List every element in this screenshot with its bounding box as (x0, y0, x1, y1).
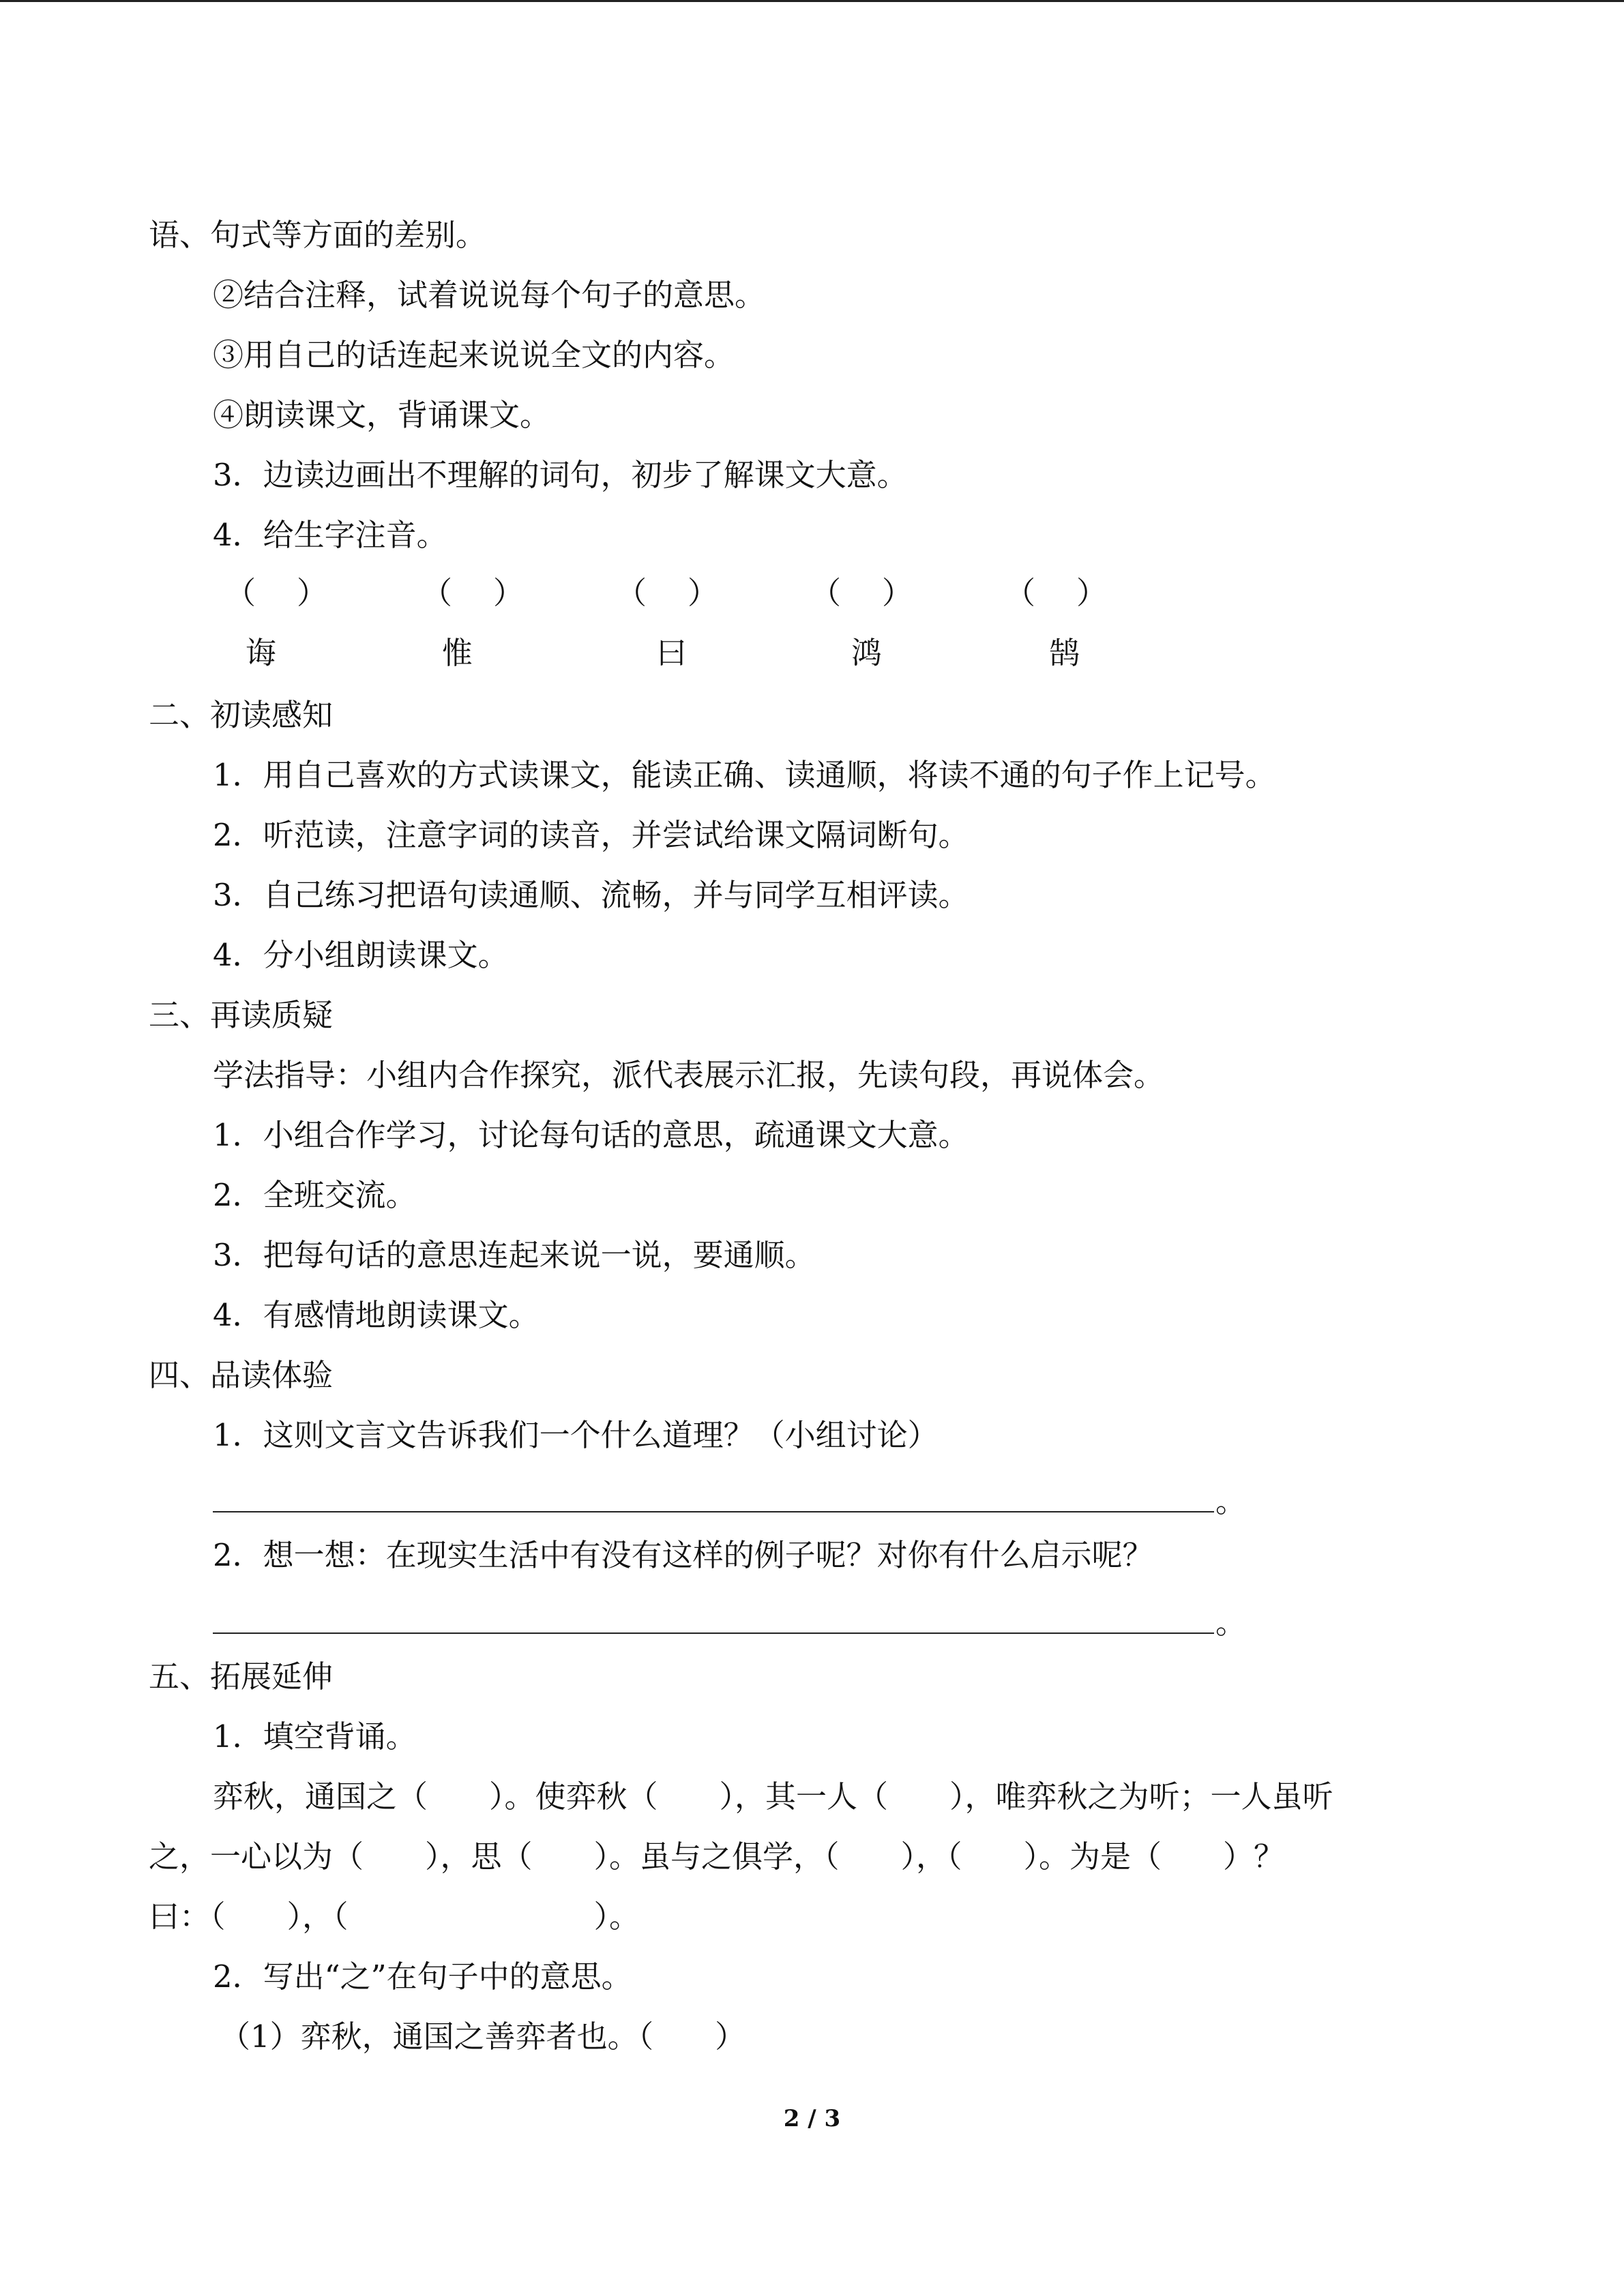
list-item: 4．有感情地朗读课文。 (213, 1297, 540, 1333)
sub-question[interactable]: （1）弈秋，通国之善弈者也。（ ） (220, 2018, 746, 2055)
list-item: 2．全班交流。 (213, 1177, 417, 1213)
question: 1．这则文言文告诉我们一个什么道理？（小组讨论） (213, 1417, 939, 1453)
pinyin-blank[interactable]: （ ） (810, 575, 913, 611)
pinyin-blank-row (225, 573, 1166, 614)
text-line: ④朗读课文，背诵课文。 (213, 397, 551, 433)
pinyin-blank[interactable]: （ ） (225, 575, 327, 611)
list-item: 1．小组合作学习，讨论每句话的意思，疏通课文大意。 (213, 1117, 969, 1153)
question: 2．想一想：在现实生活中有没有这样的例子呢？对你有什么启示呢？ (213, 1537, 1153, 1573)
answer-line[interactable] (213, 1632, 1214, 1634)
pinyin-blank[interactable]: （ ） (1005, 575, 1107, 611)
pinyin-blank[interactable]: （ ） (616, 575, 718, 611)
answer-line[interactable] (213, 1511, 1214, 1512)
target-character: 惟 (442, 635, 473, 671)
target-character: 曰 (656, 635, 688, 671)
section-heading: 四、品读体验 (149, 1357, 334, 1393)
fill-in-line[interactable]: 曰：（ ），（ ）。 (149, 1898, 640, 1935)
list-item: 3．把每句话的意思连起来说一说，要通顺。 (213, 1237, 816, 1273)
target-character: 鸿 (851, 635, 883, 671)
section-heading: 五、拓展延伸 (149, 1658, 334, 1695)
text-line: 4．给生字注音。 (213, 517, 447, 553)
page-number: 2 / 3 (783, 2105, 841, 2132)
list-item: 4．分小组朗读课文。 (213, 937, 509, 973)
section-heading: 二、初读感知 (149, 697, 334, 733)
fill-in-line[interactable]: 弈秋，通国之（ ）。使弈秋（ ），其一人（ ），唯弈秋之为听；一人虽听 (213, 1778, 1333, 1815)
list-item: 1．用自己喜欢的方式读课文，能读正确、读通顺，将读不通的句子作上记号。 (213, 757, 1276, 793)
answer-line-end: 。 (1215, 1483, 1247, 1519)
question: 2．写出“之”在句子中的意思。 (213, 1958, 632, 1995)
target-character: 鹄 (1049, 635, 1080, 671)
text-line: 语、句式等方面的差别。 (149, 217, 487, 253)
character-row (239, 633, 1194, 674)
text-line: 3．边读边画出不理解的词句，初步了解课文大意。 (213, 457, 908, 493)
fill-in-line[interactable]: 之，一心以为（ ），思（ ）。虽与之俱学，（ ），（ ）。为是（ ）？ (149, 1838, 1285, 1875)
text-line: ②结合注释，试着说说每个句子的意思。 (213, 277, 766, 313)
page-top-border (0, 0, 1624, 2)
question: 1．填空背诵。 (213, 1718, 417, 1755)
section-heading: 三、再读质疑 (149, 997, 334, 1033)
list-item: 3．自己练习把语句读通顺、流畅，并与同学互相评读。 (213, 877, 969, 913)
text-line: ③用自己的话连起来说说全文的内容。 (213, 337, 735, 373)
list-item: 2．听范读，注意字词的读音，并尝试给课文隔词断句。 (213, 817, 969, 853)
pinyin-blank[interactable]: （ ） (422, 575, 524, 611)
method-guide: 学法指导：小组内合作探究，派代表展示汇报，先读句段，再说体会。 (213, 1057, 1165, 1093)
target-character: 诲 (246, 635, 277, 671)
answer-line-end: 。 (1215, 1605, 1247, 1641)
